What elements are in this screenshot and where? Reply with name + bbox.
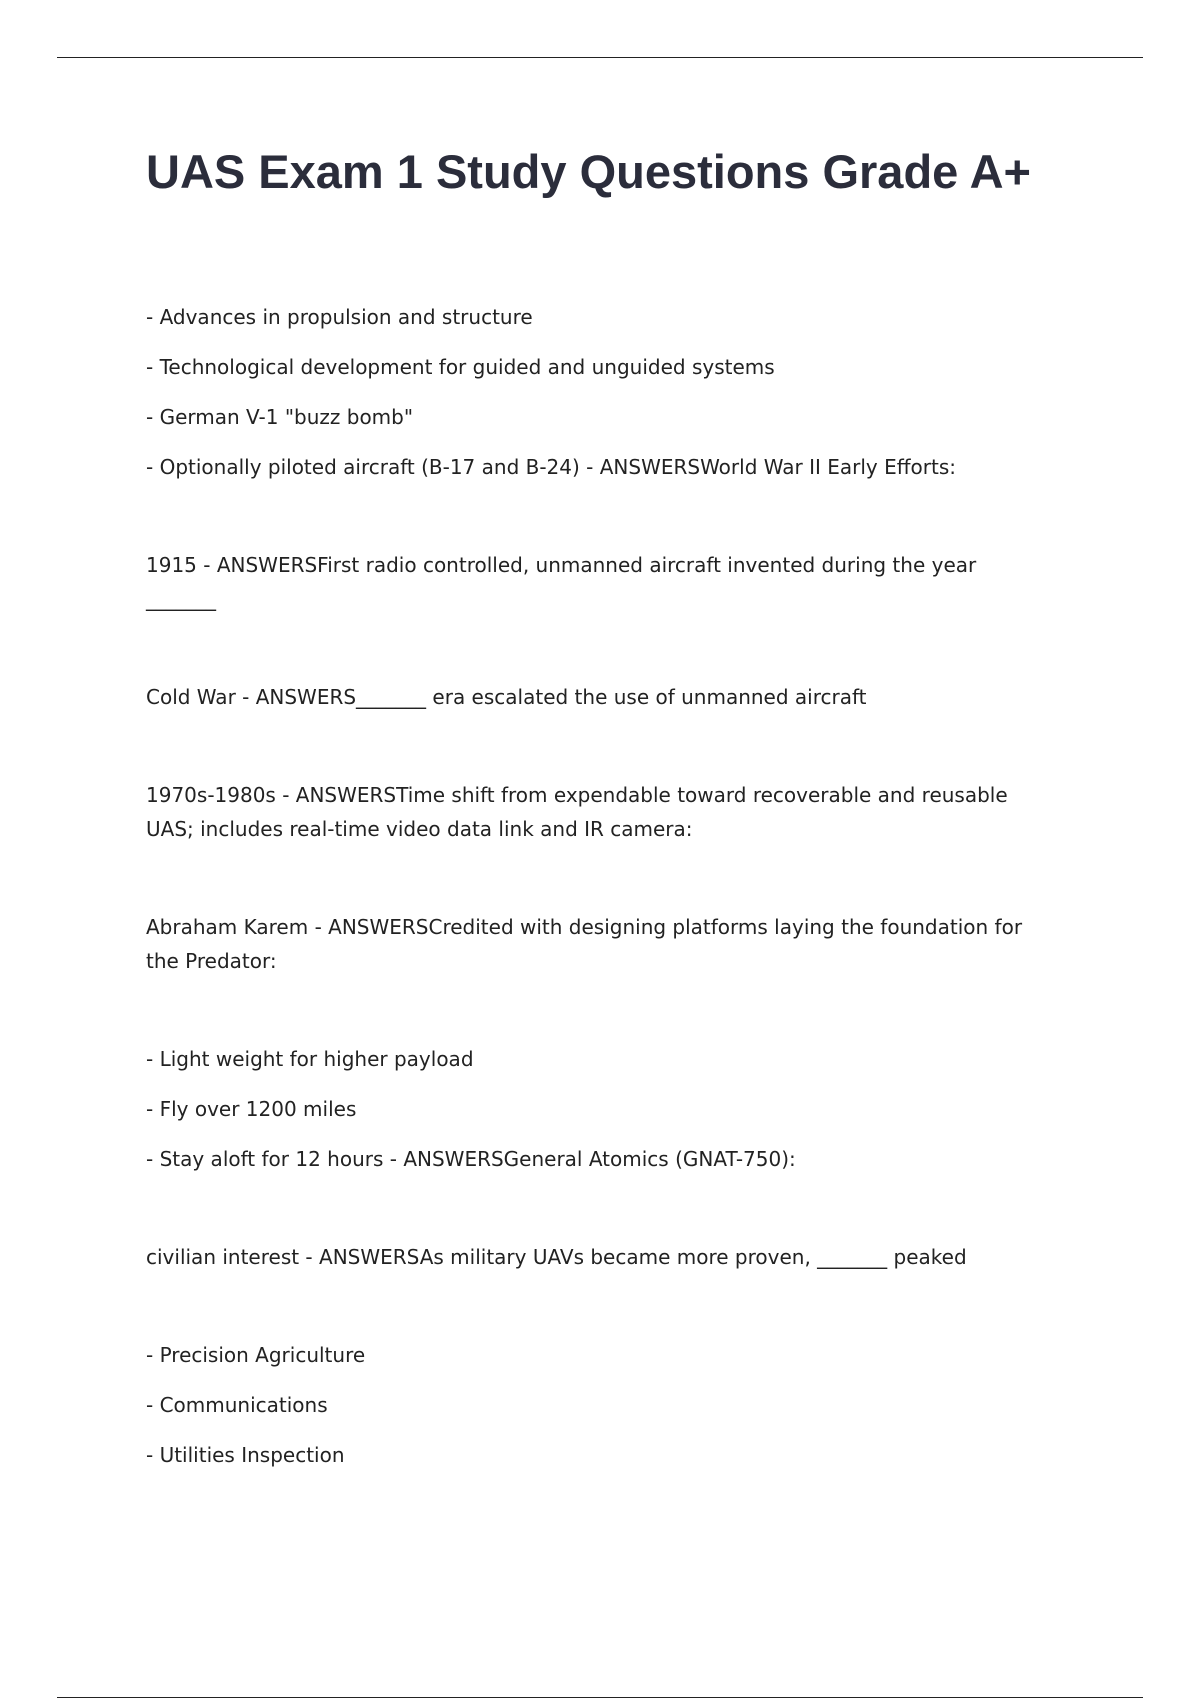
list-item: - Stay aloft for 12 hours - ANSWERSGeneral Atomics (GNAT-750): (146, 1147, 796, 1171)
list-item: - Communications (146, 1393, 328, 1417)
qa-text: 1970s-1980s - ANSWERSTime shift from expendable toward recoverable and reusable UAS; includes real-time video data link and IR camera: (146, 783, 1008, 841)
list-item: - Light weight for higher payload (146, 1047, 474, 1071)
list-item: - Fly over 1200 miles (146, 1097, 357, 1121)
qa-block-applications (146, 1338, 1046, 1472)
qa-text: civilian interest - ANSWERSAs military UAVs became more proven, _______ peaked (146, 1245, 967, 1269)
list-item: - Utilities Inspection (146, 1443, 345, 1467)
qa-block-1915 (146, 548, 1046, 616)
document-body (146, 300, 1046, 1536)
top-rule (57, 57, 1143, 58)
page-title: UAS Exam 1 Study Questions Grade A+ (146, 145, 1031, 198)
qa-text: Cold War - ANSWERS_______ era escalated the use of unmanned aircraft (146, 685, 867, 709)
list-item: - Technological development for guided and unguided systems (146, 355, 775, 379)
qa-block-1970s (146, 778, 1046, 846)
qa-block-gnat (146, 1042, 1046, 1176)
qa-text: Abraham Karem - ANSWERSCredited with designing platforms laying the foundation for the Predator: (146, 915, 1023, 973)
list-item: - German V-1 "buzz bomb" (146, 405, 414, 429)
list-item: - Advances in propulsion and structure (146, 305, 533, 329)
list-item: - Optionally piloted aircraft (B-17 and B-24) - ANSWERSWorld War II Early Efforts: (146, 455, 956, 479)
qa-block-civilian (146, 1240, 1046, 1274)
qa-block-ww2 (146, 300, 1046, 484)
qa-text: 1915 - ANSWERSFirst radio controlled, unmanned aircraft invented during the year _______ (146, 553, 977, 611)
list-item: - Precision Agriculture (146, 1343, 366, 1367)
bottom-rule (57, 1697, 1143, 1698)
qa-block-cold-war (146, 680, 1046, 714)
qa-block-karem (146, 910, 1046, 978)
